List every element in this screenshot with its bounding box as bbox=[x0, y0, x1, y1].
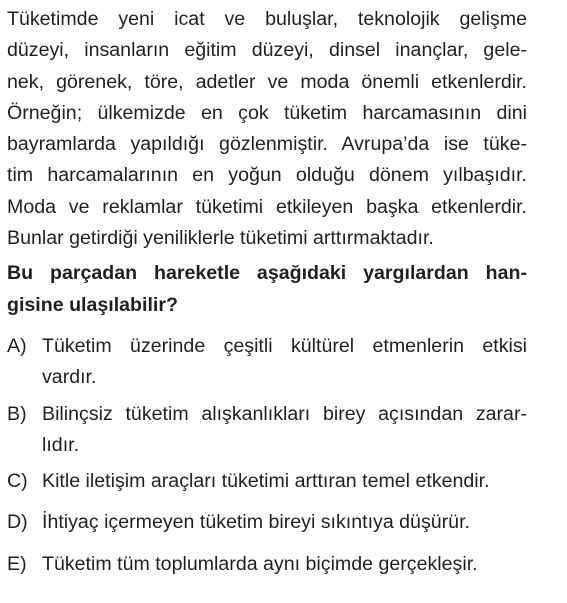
question-line: gisine ulaşılabilir? bbox=[7, 293, 178, 316]
passage-line: Tüketimde yeni icat ve buluşlar, teknolojik gelişme bbox=[7, 8, 527, 30]
option-text-line: Bilinçsiz tüketim alışkanlıkları birey açısından zarar- bbox=[42, 402, 527, 425]
option-letter: A) bbox=[7, 334, 27, 357]
question-stem bbox=[7, 258, 527, 321]
option-letter: B) bbox=[7, 402, 27, 425]
option-letter: D) bbox=[7, 511, 28, 534]
option-letter: E) bbox=[7, 552, 27, 575]
passage-line: düzeyi, insanların eğitim düzeyi, dinsel inançlar, gele- bbox=[7, 39, 527, 62]
option-a[interactable] bbox=[7, 331, 527, 394]
passage-line: Moda ve reklamlar tüketimi etkileyen başka etkenlerdir. bbox=[7, 195, 527, 218]
option-text-line: vardır. bbox=[42, 366, 97, 389]
option-text-line: Tüketim tüm toplumlarda aynı biçimde gerçekleşir. bbox=[42, 552, 478, 575]
answer-options bbox=[7, 331, 527, 580]
option-text-line: İhtiyaç içermeyen tüketim bireyi sıkıntıya düşürür. bbox=[42, 511, 470, 534]
option-b[interactable] bbox=[7, 399, 527, 462]
option-text-line: Tüketim üzerinde çeşitli kültürel etmenlerin etkisi bbox=[42, 334, 527, 357]
passage-line: tim harcamalarının en yoğun olduğu dönem yılbaşıdır. bbox=[7, 164, 527, 187]
option-letter: C) bbox=[7, 470, 28, 493]
reading-passage bbox=[7, 4, 527, 254]
option-text-line: lıdır. bbox=[42, 433, 80, 456]
option-d[interactable] bbox=[7, 507, 527, 538]
question-line: Bu parçadan hareketle aşağıdaki yargılardan han- bbox=[7, 262, 527, 285]
passage-line: bayramlarda yapıldığı gözlenmiştir. Avrupa’da ise tüke- bbox=[7, 133, 527, 156]
option-text-line: Kitle iletişim araçları tüketimi arttıran temel etkendir. bbox=[42, 470, 490, 493]
option-c[interactable] bbox=[7, 466, 527, 497]
passage-line: nek, görenek, töre, adetler ve moda önemli etkenlerdir. bbox=[7, 70, 527, 93]
option-e[interactable] bbox=[7, 549, 527, 580]
question-page bbox=[7, 4, 527, 590]
passage-line: Bunlar getirdiği yeniliklerle tüketimi arttırmaktadır. bbox=[7, 227, 434, 250]
passage-line: Örneğin; ülkemizde en çok tüketim harcamasının dini bbox=[7, 101, 527, 124]
